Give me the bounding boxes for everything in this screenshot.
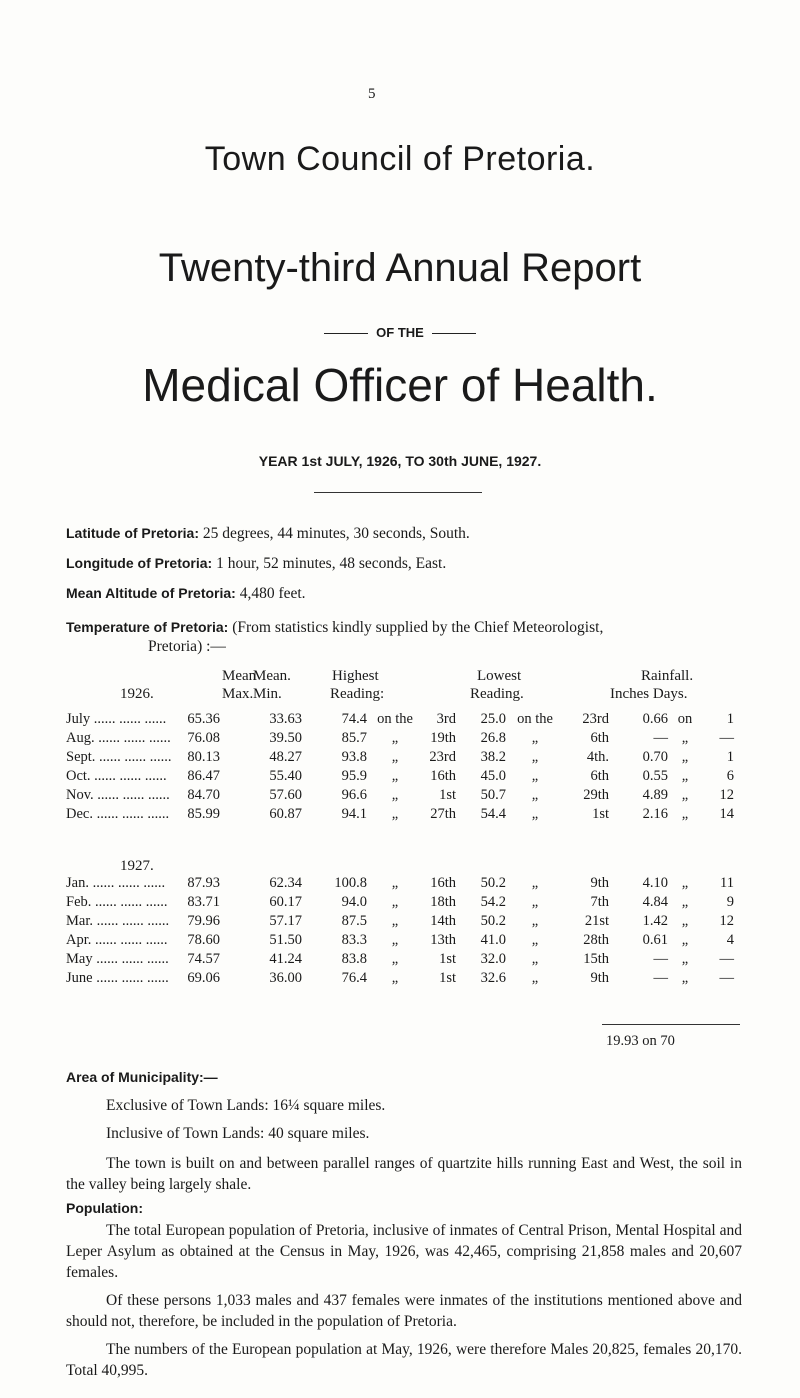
highest-on-cell: „	[391, 768, 399, 784]
mean-max-cell: 85.99	[187, 806, 220, 822]
rainfall-inches-cell: 4.89	[642, 787, 668, 803]
mean-max-cell: 80.13	[187, 749, 220, 765]
mean-min-cell: 36.00	[269, 970, 302, 986]
page-number: 5	[368, 86, 376, 102]
mean-min-cell: 39.50	[269, 730, 302, 746]
lowest-day-cell: 29th	[583, 787, 609, 803]
rainfall-days-cell: 6	[726, 768, 734, 784]
highest-value-cell: 76.4	[341, 970, 367, 986]
lowest-value-cell: 54.4	[480, 806, 506, 822]
lowest-value-cell: 41.0	[480, 932, 506, 948]
mean-max-cell: 83.71	[187, 894, 220, 910]
population-paragraph-3: The numbers of the European population at May, 1926, were therefore Males 20,825, females 20,170. Total 40,995.	[66, 1341, 742, 1379]
highest-value-cell: 95.9	[341, 768, 367, 784]
header-year-1926: 1926.	[120, 686, 154, 702]
rainfall-inches-cell: —	[653, 970, 668, 986]
rainfall-days-cell: —	[719, 970, 734, 986]
rainfall-inches-cell: 0.66	[642, 711, 668, 727]
population-label: Population:	[66, 1200, 143, 1216]
rainfall-inches-cell: 0.61	[642, 932, 668, 948]
longitude-line	[66, 555, 446, 573]
highest-value-cell: 74.4	[341, 711, 367, 727]
highest-day-cell: 1st	[439, 951, 456, 967]
header-rainfall-2: Inches Days.	[610, 686, 688, 702]
highest-value-cell: 85.7	[341, 730, 367, 746]
longitude-value: 1 hour, 52 minutes, 48 seconds, East.	[216, 555, 447, 572]
month-label: Apr. ...... ...... ......	[66, 932, 168, 948]
month-label: June ...... ...... ......	[66, 970, 169, 986]
mean-min-cell: 41.24	[269, 951, 302, 967]
lowest-day-cell: 9th	[590, 970, 609, 986]
mean-min-cell: 60.17	[269, 894, 302, 910]
lowest-value-cell: 54.2	[480, 894, 506, 910]
rainfall-inches-cell: 4.84	[642, 894, 668, 910]
highest-day-cell: 13th	[430, 932, 456, 948]
rainfall-days-cell: 1	[726, 711, 734, 727]
lowest-on-cell: „	[531, 932, 539, 948]
rainfall-days-cell: 11	[720, 875, 734, 891]
lowest-day-cell: 9th	[590, 875, 609, 891]
highest-day-cell: 16th	[430, 875, 456, 891]
mean-max-cell: 65.36	[187, 711, 220, 727]
lowest-on-cell: „	[531, 894, 539, 910]
lowest-value-cell: 50.2	[480, 913, 506, 929]
rainfall-on-cell: „	[681, 894, 689, 910]
lowest-on-cell: „	[531, 951, 539, 967]
rainfall-days-cell: 14	[719, 806, 734, 822]
month-label: July ...... ...... ......	[66, 711, 167, 727]
temperature-line	[66, 619, 603, 637]
header-highest-1: Highest	[332, 668, 379, 684]
altitude-label: Mean Altitude of Pretoria:	[66, 585, 236, 601]
lowest-on-cell: „	[531, 787, 539, 803]
rainfall-inches-cell: 0.55	[642, 768, 668, 784]
lowest-on-cell: „	[531, 806, 539, 822]
lowest-day-cell: 23rd	[582, 711, 609, 727]
highest-value-cell: 83.3	[341, 932, 367, 948]
highest-day-cell: 27th	[430, 806, 456, 822]
lowest-on-cell: „	[531, 913, 539, 929]
latitude-label: Latitude of Pretoria:	[66, 525, 200, 541]
highest-day-cell: 19th	[430, 730, 456, 746]
mean-min-cell: 55.40	[269, 768, 302, 784]
rainfall-inches-cell: —	[653, 951, 668, 967]
highest-day-cell: 14th	[430, 913, 456, 929]
lowest-value-cell: 45.0	[480, 768, 506, 784]
lowest-value-cell: 26.8	[480, 730, 506, 746]
rainfall-inches-cell: —	[653, 730, 668, 746]
lowest-day-cell: 6th	[590, 768, 609, 784]
mean-min-cell: 48.27	[269, 749, 302, 765]
header-lowest-1: Lowest	[477, 668, 522, 684]
rainfall-on-cell: „	[681, 913, 689, 929]
highest-day-cell: 23rd	[429, 749, 456, 765]
mean-min-cell: 33.63	[269, 711, 302, 727]
rainfall-inches-cell: 4.10	[642, 875, 668, 891]
lowest-value-cell: 50.7	[480, 787, 506, 803]
highest-value-cell: 94.0	[341, 894, 367, 910]
rainfall-total: 19.93 on 70	[606, 1033, 675, 1049]
lowest-day-cell: 15th	[583, 951, 609, 967]
highest-on-cell: „	[391, 951, 399, 967]
highest-day-cell: 16th	[430, 768, 456, 784]
lowest-value-cell: 32.0	[480, 951, 506, 967]
highest-day-cell: 3rd	[436, 711, 456, 727]
highest-on-cell: „	[391, 875, 399, 891]
rainfall-on-cell: „	[681, 970, 689, 986]
highest-on-cell: „	[391, 932, 399, 948]
header-lowest-2: Reading.	[470, 686, 524, 702]
officer-title: Medical Officer of Health.	[142, 359, 658, 411]
area-label-text: Area of Municipality:—	[66, 1069, 218, 1085]
header-mean-max-1: Mean	[222, 668, 257, 684]
rainfall-inches-cell: 2.16	[642, 806, 668, 822]
highest-on-cell: „	[391, 806, 399, 822]
month-label: Sept. ...... ...... ......	[66, 749, 172, 765]
highest-value-cell: 100.8	[334, 875, 367, 891]
highest-value-cell: 87.5	[341, 913, 367, 929]
lowest-day-cell: 7th	[590, 894, 609, 910]
highest-on-cell: „	[391, 787, 399, 803]
rainfall-on-cell: „	[681, 749, 689, 765]
latitude-line	[66, 525, 470, 543]
rainfall-on-cell: „	[681, 730, 689, 746]
mean-max-cell: 69.06	[187, 970, 220, 986]
lowest-day-cell: 4th.	[586, 749, 609, 765]
month-label: Oct. ...... ...... ......	[66, 768, 167, 784]
mean-max-cell: 87.93	[187, 875, 220, 891]
rainfall-on-cell: „	[681, 768, 689, 784]
divider-rule	[314, 492, 482, 493]
rainfall-inches-cell: 0.70	[642, 749, 668, 765]
rainfall-on-cell: „	[681, 787, 689, 803]
mean-max-cell: 79.96	[187, 913, 220, 929]
lowest-on-cell: „	[531, 875, 539, 891]
mean-max-cell: 78.60	[187, 932, 220, 948]
population-paragraph-1: The total European population of Pretoria, inclusive of inmates of Central Prison, Mental Hospital and Leper Asylum as obtained at the Census in May, 1926, was 42,465, comprising 21,858 males and 20,607 females.	[66, 1222, 742, 1281]
mean-min-cell: 57.17	[269, 913, 302, 929]
altitude-value: 4,480 feet.	[239, 585, 306, 602]
lowest-day-cell: 28th	[583, 932, 609, 948]
mean-min-cell: 51.50	[269, 932, 302, 948]
area-description: The town is built on and between parallel ranges of quartzite hills running East and West, the soil in the valley being largely shale.	[66, 1155, 742, 1193]
highest-on-cell: „	[391, 749, 399, 765]
longitude-label: Longitude of Pretoria:	[66, 555, 213, 571]
highest-day-cell: 1st	[439, 970, 456, 986]
population-label-line	[66, 1200, 143, 1218]
area-label	[66, 1069, 218, 1087]
report-title: Twenty-third Annual Report	[158, 246, 642, 290]
latitude-value: 25 degrees, 44 minutes, 30 seconds, South.	[202, 525, 470, 542]
rainfall-on-cell: „	[681, 932, 689, 948]
month-label: Feb. ...... ...... ......	[66, 894, 168, 910]
population-paragraph-2: Of these persons 1,033 males and 437 females were inmates of the institutions mentioned above and should not, therefore, be included in the population of Pretoria.	[66, 1292, 742, 1330]
dash-right	[432, 333, 476, 334]
lowest-on-cell: „	[531, 768, 539, 784]
month-label: Mar. ...... ...... ......	[66, 913, 170, 929]
dash-left	[324, 333, 368, 334]
lowest-on-cell: „	[531, 749, 539, 765]
month-label: Dec. ...... ...... ......	[66, 806, 170, 822]
rainfall-days-cell: 9	[726, 894, 734, 910]
lowest-day-cell: 6th	[590, 730, 609, 746]
temperature-label: Temperature of Pretoria:	[66, 619, 229, 635]
of-the-line	[0, 325, 800, 340]
lowest-day-cell: 21st	[584, 913, 609, 929]
mean-min-cell: 60.87	[269, 806, 302, 822]
lowest-value-cell: 32.6	[480, 970, 506, 986]
of-the-text: OF THE	[376, 325, 424, 340]
rainfall-days-cell: 4	[726, 932, 734, 948]
mean-min-cell: 62.34	[269, 875, 302, 891]
header-year-1927: 1927.	[120, 858, 154, 874]
highest-on-cell: „	[391, 913, 399, 929]
rainfall-days-cell: —	[719, 951, 734, 967]
rainfall-inches-cell: 1.42	[642, 913, 668, 929]
month-label: Aug. ...... ...... ......	[66, 730, 171, 746]
lowest-value-cell: 25.0	[480, 711, 506, 727]
header-highest-2: Reading:	[330, 686, 385, 702]
month-label: May ...... ...... ......	[66, 951, 169, 967]
temperature-source-2: Pretoria) :—	[148, 638, 226, 655]
highest-value-cell: 83.8	[341, 951, 367, 967]
header-rainfall-1: Rainfall.	[641, 668, 694, 684]
lowest-value-cell: 50.2	[480, 875, 506, 891]
month-label: Jan. ...... ...... ......	[66, 875, 166, 891]
header-mean-max-2: Max.	[222, 686, 254, 702]
altitude-line	[66, 585, 306, 603]
highest-on-cell: „	[391, 730, 399, 746]
mean-min-cell: 57.60	[269, 787, 302, 803]
area-inclusive: Inclusive of Town Lands: 40 square miles.	[106, 1125, 370, 1142]
highest-on-cell: „	[391, 894, 399, 910]
highest-on-cell: „	[391, 970, 399, 986]
council-title: Town Council of Pretoria.	[204, 140, 596, 178]
highest-value-cell: 93.8	[341, 749, 367, 765]
temperature-source: (From statistics kindly supplied by the Chief Meteorologist,	[232, 619, 604, 636]
rainfall-days-cell: 1	[726, 749, 734, 765]
mean-max-cell: 84.70	[187, 787, 220, 803]
mean-max-cell: 76.08	[187, 730, 220, 746]
report-year: YEAR 1st JULY, 1926, TO 30th JUNE, 1927.	[258, 453, 542, 469]
rainfall-on-cell: on	[677, 711, 693, 727]
lowest-on-cell: „	[531, 970, 539, 986]
lowest-on-cell: on the	[517, 711, 553, 727]
header-mean-min-2: Min.	[253, 686, 282, 702]
mean-max-cell: 86.47	[187, 768, 220, 784]
lowest-on-cell: „	[531, 730, 539, 746]
lowest-day-cell: 1st	[592, 806, 609, 822]
month-label: Nov. ...... ...... ......	[66, 787, 170, 803]
mean-max-cell: 74.57	[187, 951, 220, 967]
highest-day-cell: 1st	[439, 787, 456, 803]
total-rule	[602, 1024, 740, 1025]
highest-value-cell: 96.6	[341, 787, 367, 803]
area-exclusive: Exclusive of Town Lands: 16¼ square miles.	[106, 1097, 386, 1114]
rainfall-days-cell: —	[719, 730, 734, 746]
rainfall-on-cell: „	[681, 875, 689, 891]
lowest-value-cell: 38.2	[480, 749, 506, 765]
rainfall-days-cell: 12	[719, 913, 734, 929]
highest-value-cell: 94.1	[341, 806, 367, 822]
rainfall-on-cell: „	[681, 951, 689, 967]
highest-on-cell: on the	[377, 711, 413, 727]
highest-day-cell: 18th	[430, 894, 456, 910]
header-mean-min-1: Mean.	[253, 668, 291, 684]
rainfall-on-cell: „	[681, 806, 689, 822]
rainfall-days-cell: 12	[719, 787, 734, 803]
